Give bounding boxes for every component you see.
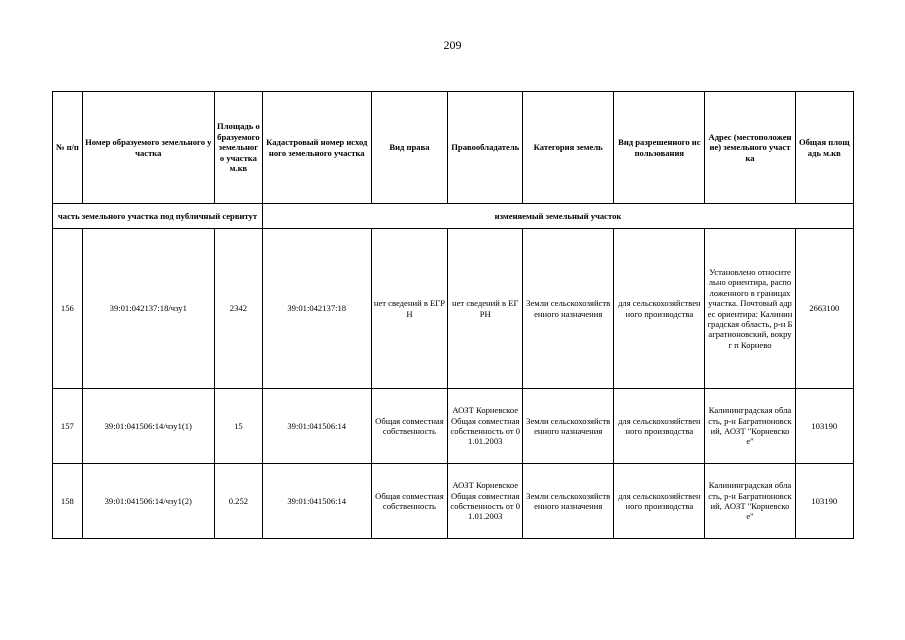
- column-header-area: Площадь образуемого земельного участка м.кв: [214, 92, 262, 204]
- column-header-holder: Правообладатель: [448, 92, 523, 204]
- cell-new-plot-number: 39:01:042137:18/чзу1: [82, 229, 214, 389]
- cell-land-category: Земли сельскохозяйственного назначения: [523, 389, 614, 464]
- cell-cadastral-number: 39:01:041506:14: [262, 464, 371, 539]
- column-header-new-plot-number: Номер образуемого земельного участка: [82, 92, 214, 204]
- table-row: [53, 389, 854, 464]
- cell-number: 157: [53, 389, 83, 464]
- cell-right-type: нет сведений в ЕГРН: [371, 229, 448, 389]
- column-header-total-area: Общая площадь м.кв: [795, 92, 853, 204]
- table-subheader-row: [53, 204, 854, 229]
- table-row: [53, 464, 854, 539]
- cell-land-category: Земли сельскохозяйственного назначения: [523, 464, 614, 539]
- cell-area: 15: [214, 389, 262, 464]
- column-header-address: Адрес (местоположение) земельного участка: [705, 92, 795, 204]
- cell-permitted-use: для сельскохозяйственного производства: [614, 389, 705, 464]
- cell-holder: нет сведений в ЕГРН: [448, 229, 523, 389]
- column-header-number: № п/п: [53, 92, 83, 204]
- subheader-easement-part: часть земельного участка под публичный сервитут: [53, 204, 263, 229]
- table-row: [53, 229, 854, 389]
- cell-total-area: 2663100: [795, 229, 853, 389]
- table-header-row: [53, 92, 854, 204]
- cell-total-area: 103190: [795, 389, 853, 464]
- cell-address: Калининградская область, р-н Багратионовский, АОЗТ "Корневское": [705, 389, 795, 464]
- cell-new-plot-number: 39:01:041506:14/чзу1(2): [82, 464, 214, 539]
- column-header-cadastral-number: Кадастровый номер исходного земельного участка: [262, 92, 371, 204]
- subheader-changed-plot: изменяемый земельный участок: [262, 204, 853, 229]
- cell-right-type: Общая совместная собственность: [371, 464, 448, 539]
- cell-holder: АОЗТ Корневское Общая совместная собственность от 01.01.2003: [448, 389, 523, 464]
- cell-new-plot-number: 39:01:041506:14/чзу1(1): [82, 389, 214, 464]
- cell-right-type: Общая совместная собственность: [371, 389, 448, 464]
- cell-area: 0.252: [214, 464, 262, 539]
- cell-permitted-use: для сельскохозяйственного производства: [614, 229, 705, 389]
- cell-cadastral-number: 39:01:041506:14: [262, 389, 371, 464]
- column-header-permitted-use: Вид разрешенного использования: [614, 92, 705, 204]
- cell-address: Установлено относительно ориентира, расположенного в границах участка. Почтовый адрес ориентира: Калининградская область, р-н Багратионовский, вокруг п Корнево: [705, 229, 795, 389]
- cell-number: 158: [53, 464, 83, 539]
- cell-address: Калининградская область, р-н Багратионовский, АОЗТ "Корневское": [705, 464, 795, 539]
- land-plots-table: [52, 91, 854, 539]
- cell-cadastral-number: 39:01:042137:18: [262, 229, 371, 389]
- cell-permitted-use: для сельскохозяйственного производства: [614, 464, 705, 539]
- column-header-right-type: Вид права: [371, 92, 448, 204]
- page-number: 209: [443, 38, 462, 52]
- cell-holder: АОЗТ Корневское Общая совместная собственность от 01.01.2003: [448, 464, 523, 539]
- cell-land-category: Земли сельскохозяйственного назначения: [523, 229, 614, 389]
- column-header-land-category: Категория земель: [523, 92, 614, 204]
- cell-number: 156: [53, 229, 83, 389]
- cell-total-area: 103190: [795, 464, 853, 539]
- cell-area: 2342: [214, 229, 262, 389]
